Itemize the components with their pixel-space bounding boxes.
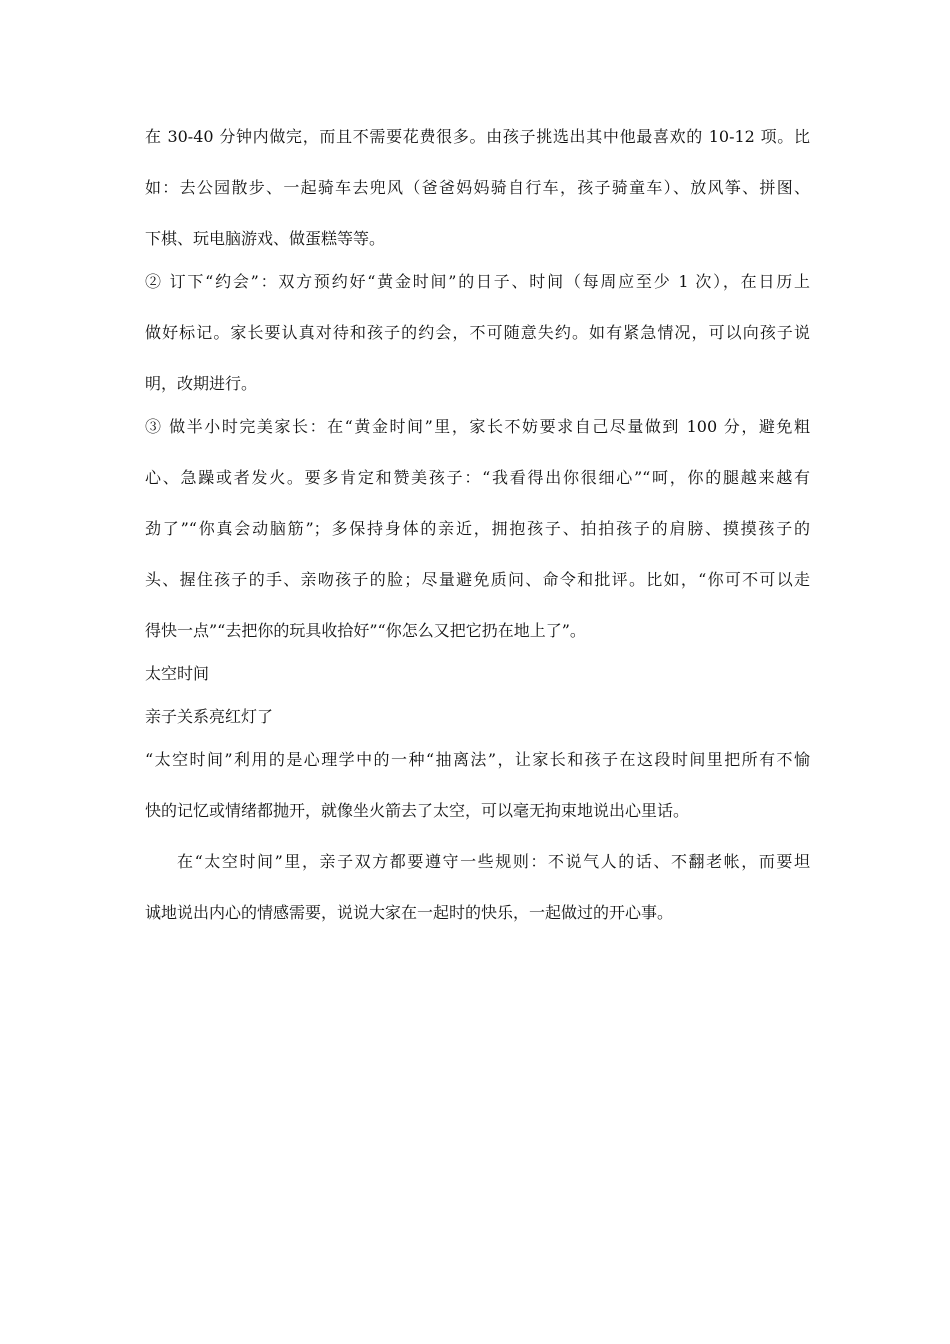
text-line: “太空时间”利用的是心理学中的一种“抽离法”，让家长和孩子在这段时间里把所有不愉 bbox=[145, 750, 810, 769]
text-line: 得快一点”“去把你的玩具收拾好”“你怎么又把它扔在地上了”。 bbox=[145, 621, 586, 640]
text-line: ② 订下“约会”：双方预约好“黄金时间”的日子、时间（每周应至少 1 次），在日历上 bbox=[145, 272, 810, 291]
text-line: 明，改期进行。 bbox=[145, 374, 258, 393]
text-line: 做好标记。家长要认真对待和孩子的约会，不可随意失约。如有紧急情况，可以向孩子说 bbox=[145, 323, 810, 342]
text-line: 下棋、玩电脑游戏、做蛋糕等等。 bbox=[145, 229, 386, 248]
paragraph-space-time bbox=[145, 745, 810, 847]
text-line: ③ 做半小时完美家长：在“黄金时间”里，家长不妨要求自己尽量做到 100 分，避免粗 bbox=[145, 417, 810, 436]
paragraph-perfect-parent bbox=[145, 412, 810, 659]
text-line: 在 30-40 分钟内做完，而且不需要花费很多。由孩子挑选出其中他最喜欢的 10-12 项。比 bbox=[145, 127, 810, 146]
text-line: 快的记忆或情绪都抛开，就像坐火箭去了太空，可以毫无拘束地说出心里话。 bbox=[145, 801, 690, 820]
text-line: 如：去公园散步、一起骑车去兜风（爸爸妈妈骑自行车，孩子骑童车）、放风筝、拼图、 bbox=[145, 178, 810, 197]
document-body bbox=[145, 122, 810, 949]
section-subheading: 亲子关系亮红灯了 bbox=[145, 707, 274, 726]
paragraph-rules bbox=[145, 847, 810, 949]
section-heading: 太空时间 bbox=[145, 664, 210, 683]
text-line: 头、握住孩子的手、亲吻孩子的脸；尽量避免质问、命令和批评。比如，“你可不可以走 bbox=[145, 570, 810, 589]
text-line: 心、急躁或者发火。要多肯定和赞美孩子：“我看得出你很细心”“呵，你的腿越来越有 bbox=[145, 468, 810, 487]
text-line: 劲了”“你真会动脑筋”；多保持身体的亲近，拥抱孩子、拍拍孩子的肩膀、摸摸孩子的 bbox=[145, 519, 810, 538]
paragraph-activities bbox=[145, 122, 810, 267]
text-line: 在“太空时间”里，亲子双方都要遵守一些规则：不说气人的话、不翻老帐，而要坦 bbox=[177, 852, 810, 871]
text-line: 诚地说出内心的情感需要，说说大家在一起时的快乐，一起做过的开心事。 bbox=[145, 903, 674, 922]
paragraph-appointment bbox=[145, 267, 810, 412]
